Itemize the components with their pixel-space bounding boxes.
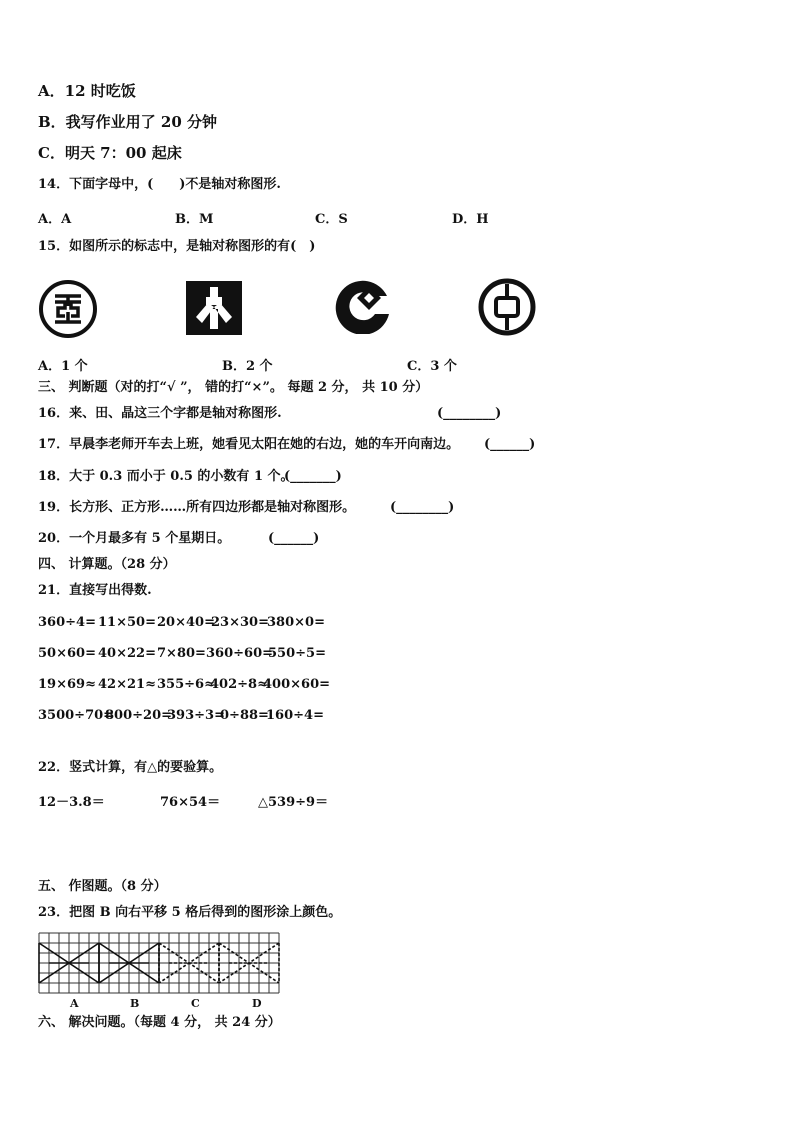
q22-item-1: 12－3.8＝: [38, 795, 105, 810]
section4-title: 四、 计算题。（28 分）: [38, 557, 176, 572]
section6-title: 六、 解决问题。（每题 4 分， 共 24 分）: [38, 1015, 281, 1030]
q13-option-b: B．我写作业用了 20 分钟: [38, 113, 217, 131]
section3-title: 三、 判断题（对的打“√ ”， 错的打“×”。 每题 2 分， 共 10 分）: [38, 380, 429, 395]
calc-item: 402÷8≈: [210, 677, 268, 692]
calc-item: 3500÷70=: [38, 708, 115, 723]
q17-blank[interactable]: (______): [484, 437, 536, 452]
calc-item: 355÷6≈: [157, 677, 215, 692]
q22-item-2: 76×54＝: [160, 795, 221, 810]
calc-item: 11×50=: [98, 615, 156, 630]
grid-label-c: C: [191, 997, 200, 1010]
calc-item: 800÷20=: [105, 708, 173, 723]
calc-item: 400×60=: [263, 677, 331, 692]
q18-blank[interactable]: (_______): [284, 469, 342, 484]
q22-item-3: △539÷9＝: [258, 795, 329, 810]
calc-item: 19×69≈: [38, 677, 96, 692]
q18-text: 18．大于 0.3 而小于 0.5 的小数有 1 个。: [38, 469, 294, 484]
ccb-logo: [335, 276, 397, 334]
q21-text: 21．直接写出得数.: [38, 583, 152, 598]
calc-item: 380×0=: [267, 615, 325, 630]
q13-option-c: C．明天 7：00 起床: [38, 144, 182, 162]
grid-label-b: B: [130, 997, 140, 1010]
section5-title: 五、 作图题。（8 分）: [38, 879, 167, 894]
calc-item: 20×40=: [157, 615, 215, 630]
grid-label-d: D: [252, 997, 262, 1010]
q16-blank[interactable]: (________): [437, 406, 502, 421]
calc-item: 50×60=: [38, 646, 96, 661]
q15-option-b: B．2 个: [222, 359, 273, 374]
q15-text: 15．如图所示的标志中，是轴对称图形的有( ): [38, 239, 316, 254]
q20-blank[interactable]: (______): [268, 531, 320, 546]
grid-label-a: A: [70, 997, 79, 1010]
q19-text: 19．长方形、正方形……所有四边形都是轴对称图形。: [38, 500, 356, 515]
calc-item: 40×22=: [98, 646, 156, 661]
calc-item: 7×80=: [157, 646, 206, 661]
cbc-logo: [186, 281, 242, 335]
translation-grid: [38, 932, 282, 996]
icbc-logo: [38, 279, 98, 339]
q14-option-d: D．H: [452, 212, 489, 227]
boc-logo: [478, 278, 536, 336]
q23-text: 23．把图 B 向右平移 5 格后得到的图形涂上颜色。: [38, 905, 342, 920]
calc-item: 360÷4=: [38, 615, 96, 630]
q14-text: 14．下面字母中，( )不是轴对称图形.: [38, 177, 281, 192]
q13-option-a: A．12 时吃饭: [38, 82, 136, 100]
calc-item: 360÷60=: [206, 646, 274, 661]
q15-option-a: A．1 个: [38, 359, 88, 374]
calc-item: 160÷4=: [266, 708, 324, 723]
q14-option-c: C．S: [315, 212, 348, 227]
calc-item: 23×30=: [211, 615, 269, 630]
calc-item: 550÷5=: [268, 646, 326, 661]
q15-option-c: C．3 个: [407, 359, 457, 374]
q22-text: 22．竖式计算，有△的要验算。: [38, 760, 223, 775]
q14-option-b: B．M: [175, 212, 214, 227]
calc-item: 393÷3=: [167, 708, 225, 723]
calc-item: 0÷88=: [220, 708, 269, 723]
q14-option-a: A．A: [38, 212, 72, 227]
q17-text: 17．早晨李老师开车去上班，她看见太阳在她的右边，她的车开向南边。: [38, 437, 460, 452]
q19-blank[interactable]: (________): [390, 500, 455, 515]
q16-text: 16．来、田、晶这三个字都是轴对称图形.: [38, 406, 282, 421]
q20-text: 20．一个月最多有 5 个星期日。: [38, 531, 231, 546]
calc-item: 42×21≈: [98, 677, 156, 692]
